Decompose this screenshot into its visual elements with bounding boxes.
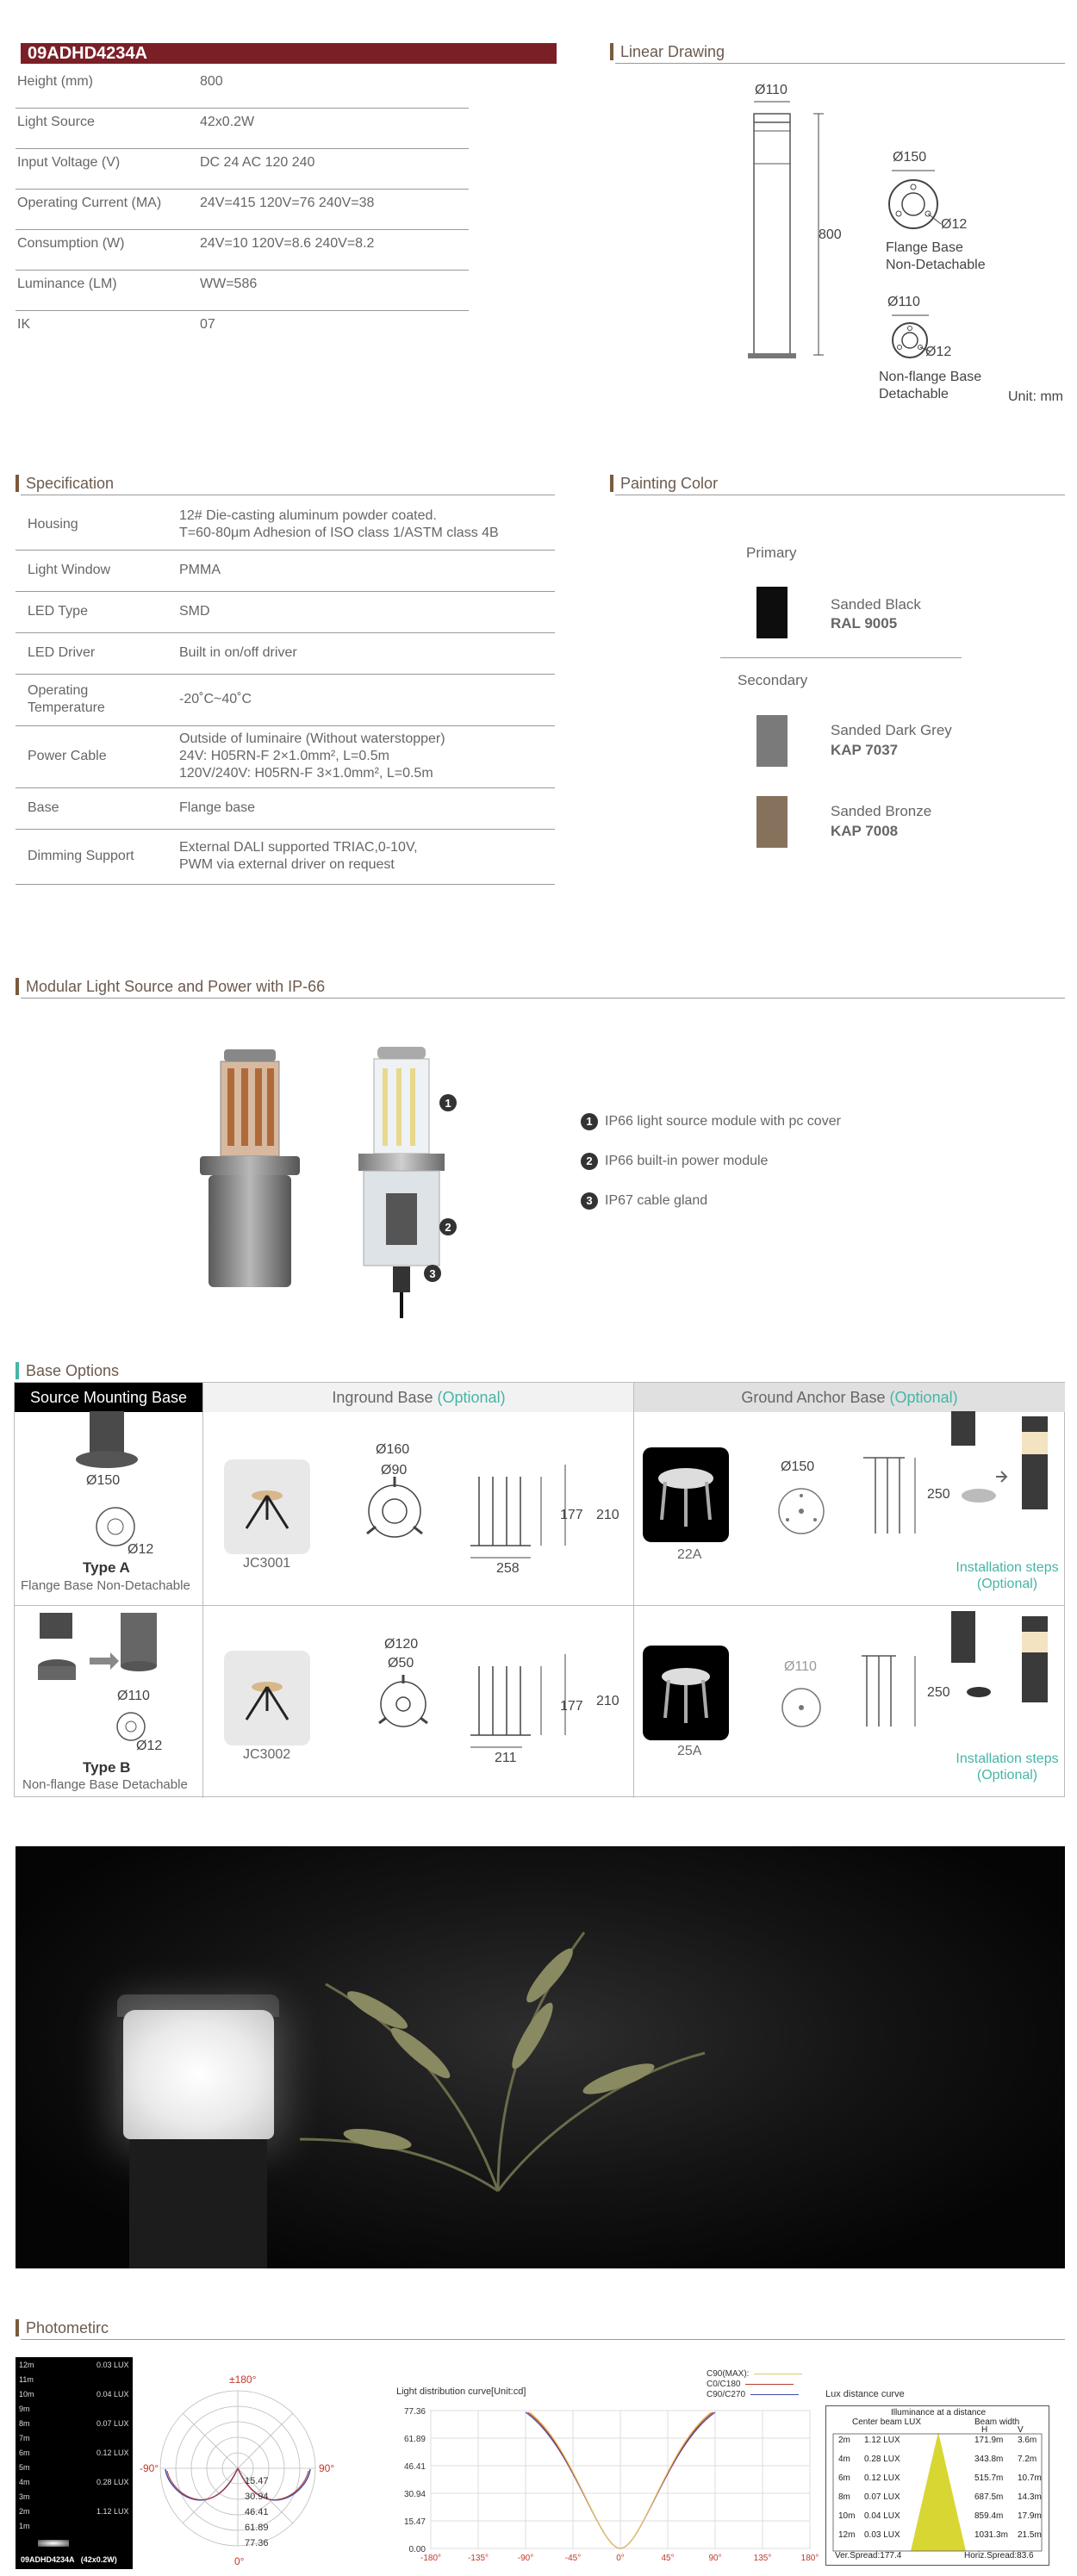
spec-key: Housing (28, 517, 78, 532)
x-tick-label: -45° (564, 2554, 582, 2563)
spec-key: Operating Temperature (28, 683, 105, 715)
inground-code: JC3002 (243, 1747, 291, 1762)
modular-item-2: 2 IP66 built-in power module (581, 1153, 768, 1170)
col-h: H (981, 2425, 988, 2435)
divider (21, 998, 1065, 999)
anchor-code: 22A (677, 1547, 702, 1562)
anchor-height: 250 (927, 1487, 950, 1502)
type-b-name: Type B (83, 1759, 131, 1776)
hor-spread: Horiz.Spread:83.6 (964, 2551, 1034, 2560)
modular-item-1: 1 IP66 light source module with pc cover (581, 1113, 841, 1130)
col-inground: Inground Base (Optional) (202, 1383, 634, 1412)
svg-text:3: 3 (429, 1267, 436, 1280)
spec-key: Power Cable (28, 749, 107, 763)
base-options-title: Base Options (16, 1362, 119, 1379)
type-b-desc: Non-flange Base Detachable (22, 1777, 188, 1792)
inground-code: JC3001 (243, 1556, 291, 1571)
linear-drawing-title: Linear Drawing (610, 43, 725, 60)
polar-value: 77.36 (245, 2538, 269, 2548)
spec-value: 800 (200, 74, 223, 89)
specification-row (16, 787, 555, 830)
lux-distance-table (825, 2405, 1049, 2566)
spec-row (16, 229, 469, 271)
lux-cell: 12m (838, 2530, 856, 2540)
col-ground-anchor: Ground Anchor Base (Optional) (633, 1383, 1065, 1412)
type-a-hole: Ø12 (128, 1542, 154, 1557)
ruler-distance: 8m (19, 2419, 30, 2428)
specification-row (16, 550, 555, 592)
lux-cell: 10m (838, 2511, 856, 2521)
type-a-base-icon (96, 1508, 134, 1546)
color-swatch-black (756, 587, 788, 638)
lux-cell: 1.12 LUX (864, 2436, 900, 2445)
modular-title: Modular Light Source and Power with IP-66 (16, 978, 325, 995)
cable-gland (393, 1266, 410, 1292)
lux-cell: 171.9m (974, 2436, 1004, 2445)
ruler-lux: 0.03 LUX (96, 2361, 129, 2369)
cover-cap (377, 1047, 426, 1059)
lux-cell: 343.8m (974, 2455, 1004, 2464)
color-code: RAL 9005 (831, 615, 898, 632)
polar-left-label: -90° (140, 2462, 159, 2474)
lux-cell: 21.5m (1018, 2530, 1042, 2540)
ruler-distance: 7m (19, 2434, 30, 2442)
installation-steps: Installation steps (Optional) (956, 1752, 1059, 1783)
anchor-diameter: Ø150 (781, 1459, 815, 1474)
specification-row (16, 632, 555, 675)
inground-h2: 210 (596, 1694, 619, 1708)
spec-value: 24V=10 120V=8.6 240V=8.2 (200, 236, 375, 251)
spec-key: LED Type (28, 604, 88, 619)
lux-cell: 10.7m (1018, 2473, 1042, 2483)
painting-title: Painting Color (610, 475, 718, 492)
primary-label: Primary (746, 544, 797, 561)
lux-cell: 2m (838, 2436, 850, 2445)
curve-legend-item: C90/C270 (707, 2390, 799, 2399)
spec-row (16, 270, 469, 311)
spec-row (16, 67, 469, 109)
inground-d1: Ø160 (376, 1442, 410, 1457)
jc3002-side-view (470, 1666, 531, 1735)
inground-d2: Ø50 (388, 1656, 414, 1671)
ver-spread: Ver.Spread:177.4 (835, 2551, 902, 2560)
y-tick-label: 61.89 (403, 2435, 426, 2444)
lux-cell: 0.03 LUX (864, 2530, 900, 2540)
nonflange-label: Non-flange Base Detachable (879, 370, 982, 401)
inground-width: 211 (495, 1751, 517, 1765)
lux-curve-label: Lux distance curve (825, 2389, 905, 2399)
flange-base-icon (889, 180, 937, 228)
light-distribution-chart (396, 2400, 819, 2573)
divider (615, 63, 1065, 64)
x-tick-label: 180° (800, 2554, 819, 2563)
spec-value: 42x0.2W (200, 115, 255, 129)
spec-key: Input Voltage (V) (17, 155, 121, 170)
lux-cell: 3.6m (1018, 2436, 1037, 2445)
polar-bottom-label: 0° (234, 2555, 245, 2567)
spec-key: Light Window (28, 563, 111, 577)
lux-cell: 4m (838, 2455, 850, 2464)
dim-nonflange-diameter: Ø110 (887, 295, 920, 309)
lux-cell: 8m (838, 2492, 850, 2502)
arrow-icon (90, 1652, 119, 1670)
dim-flange-diameter: Ø150 (893, 150, 927, 165)
ruler-lux: 0.12 LUX (96, 2448, 129, 2457)
type-b-hole: Ø12 (136, 1739, 163, 1753)
spec-key: Light Source (17, 115, 95, 129)
color-name: Sanded Black (831, 596, 921, 613)
polar-value: 30.94 (245, 2492, 269, 2502)
unit-label: Unit: mm (1008, 389, 1063, 404)
product-code: 09ADHD4234A (16, 43, 557, 64)
spec-value: External DALI supported TRIAC,0-10V, PWM via external driver on request (179, 840, 418, 872)
x-tick-label: -180° (420, 2554, 442, 2563)
spec-value: Built in on/off driver (179, 645, 297, 660)
lux-cell: 0.07 LUX (864, 2492, 900, 2502)
nonflange-base-icon (893, 323, 927, 358)
specification-row (16, 725, 555, 788)
lux-cell: 0.28 LUX (864, 2455, 900, 2464)
ruler-distance: 12m (19, 2361, 34, 2369)
lux-cell: 859.4m (974, 2511, 1004, 2521)
ruler-distance: 9m (19, 2405, 30, 2413)
ruler-distance: 5m (19, 2463, 30, 2472)
color-swatch-bronze (756, 796, 788, 848)
type-a-desc: Flange Base Non-Detachable (21, 1578, 190, 1593)
pole-outline (754, 114, 790, 355)
type-a-diameter: Ø150 (86, 1473, 121, 1488)
color-name: Sanded Dark Grey (831, 722, 952, 738)
x-tick-label: 90° (708, 2554, 722, 2563)
ruler-distance: 2m (19, 2507, 30, 2516)
color-code: KAP 7037 (831, 742, 899, 758)
spec-value: WW=586 (200, 277, 258, 291)
divider (720, 657, 962, 658)
spec-value: 07 (200, 317, 215, 332)
y-tick-label: 46.41 (403, 2462, 426, 2472)
spec-value: 12# Die-casting aluminum powder coated. T=60-80μm Adhesion of ISO class 1/ASTM class 4B (179, 508, 499, 540)
flange-label: Flange Base Non-Detachable (886, 240, 986, 272)
polar-right-label: 90° (319, 2462, 335, 2474)
spec-key: Dimming Support (28, 849, 134, 863)
lamp-light (123, 2010, 274, 2139)
curve-label: Light distribution curve[Unit:cd] (396, 2386, 526, 2397)
col-v: V (1018, 2425, 1024, 2435)
secondary-label: Secondary (738, 672, 808, 688)
lux-table-title: Illuminance at a distance (890, 2408, 987, 2417)
lux-cell: 0.12 LUX (864, 2473, 900, 2483)
inground-h1: 177 (560, 1508, 583, 1522)
modular-item-3: 3 IP67 cable gland (581, 1192, 707, 1210)
polar-top-label: ±180° (229, 2374, 257, 2386)
x-tick-label: -90° (517, 2554, 534, 2563)
lux-ruler (16, 2357, 133, 2569)
photometric-title: Photometirc (16, 2319, 109, 2336)
module-cap (224, 1049, 276, 1061)
spec-row (16, 148, 469, 190)
ruler-lux: 0.04 LUX (96, 2390, 129, 2399)
ruler-distance: 6m (19, 2448, 30, 2457)
ruler-lux: 0.07 LUX (96, 2419, 129, 2428)
spec-value: 24V=415 120V=76 240V=38 (200, 196, 375, 210)
anchor-height: 250 (927, 1685, 950, 1700)
dim-top-diameter: Ø110 (755, 83, 788, 97)
ruler-distance: 4m (19, 2478, 30, 2486)
lux-cell: 14.3m (1018, 2492, 1042, 2502)
spec-row (16, 108, 469, 149)
y-tick-label: 0.00 (408, 2545, 426, 2554)
jc3001-side-view (470, 1477, 531, 1546)
night-scene-photo (16, 1846, 1065, 2268)
y-tick-label: 77.36 (403, 2407, 426, 2417)
inground-d2: Ø90 (381, 1463, 408, 1478)
curve-legend-item: C0/C180 (707, 2380, 794, 2389)
x-tick-label: -135° (467, 2554, 489, 2563)
spec-value: SMD (179, 604, 210, 619)
modular-illustration (190, 1042, 500, 1318)
lux-cell: 17.9m (1018, 2511, 1042, 2521)
inground-h2: 210 (596, 1508, 619, 1522)
type-b-base-icon (117, 1713, 145, 1740)
dim-nonflange-hole: Ø12 (925, 345, 952, 359)
divider (21, 2339, 1065, 2340)
lux-cell: 687.5m (974, 2492, 1004, 2502)
spec-row (16, 189, 469, 230)
lux-cell: 0.04 LUX (864, 2511, 900, 2521)
color-name: Sanded Bronze (831, 803, 932, 819)
specification-row (16, 500, 555, 551)
y-tick-label: 30.94 (403, 2490, 426, 2499)
fern-plant (274, 1881, 722, 2243)
spec-key: Height (mm) (17, 74, 94, 89)
x-tick-label: 45° (661, 2554, 675, 2563)
type-a-name: Type A (83, 1559, 130, 1576)
inground-d1: Ø120 (384, 1637, 419, 1652)
pole-base (748, 353, 796, 358)
col-center-beam: Center beam LUX (852, 2417, 922, 2427)
specification-row (16, 674, 555, 726)
ruler-distance: 10m (19, 2390, 34, 2399)
polar-value: 46.41 (245, 2507, 269, 2517)
ruler-distance: 1m (19, 2522, 30, 2530)
spec-value: PMMA (179, 563, 221, 577)
spec-key: Operating Current (MA) (17, 196, 162, 210)
ruler-distance: 11m (19, 2375, 34, 2384)
col-beam-width: Beam width (974, 2417, 1020, 2427)
svg-text:1: 1 (445, 1097, 451, 1110)
x-tick-label: 0° (616, 2554, 625, 2563)
spec-key: Consumption (W) (17, 236, 125, 251)
specification-row (16, 591, 555, 633)
lux-cell: 7.2m (1018, 2455, 1037, 2464)
color-code: KAP 7008 (831, 823, 899, 839)
spec-value: DC 24 AC 120 240 (200, 155, 315, 170)
x-tick-label: 135° (753, 2554, 772, 2563)
ruler-distance: 3m (19, 2492, 30, 2501)
jc3001-top-view (369, 1485, 420, 1537)
base-cylinder (209, 1175, 291, 1287)
color-swatch-dark-grey (756, 715, 788, 767)
dim-height: 800 (819, 227, 842, 242)
spec-key: Luminance (LM) (17, 277, 117, 291)
polar-value: 61.89 (245, 2523, 269, 2533)
inground-width: 258 (496, 1561, 520, 1576)
beam-cone (911, 2432, 966, 2551)
spec-key: LED Driver (28, 645, 96, 660)
power-housing-top (358, 1154, 445, 1171)
ruler-lux: 0.28 LUX (96, 2478, 129, 2486)
spec-value: Flange base (179, 800, 256, 815)
spec-key: Base (28, 800, 59, 815)
anchor-diameter: Ø110 (784, 1659, 817, 1674)
inground-h1: 177 (560, 1699, 583, 1714)
svg-text:2: 2 (445, 1221, 451, 1234)
type-b-diameter: Ø110 (117, 1689, 150, 1703)
curve-legend-item: C90(MAX): (707, 2369, 802, 2379)
specification-title: Specification (16, 475, 114, 492)
spec-row (16, 310, 469, 351)
polar-value: 15.47 (245, 2476, 269, 2486)
lux-cell: 515.7m (974, 2473, 1004, 2483)
ruler-lux: 1.12 LUX (96, 2507, 129, 2516)
specification-row (16, 829, 555, 885)
spec-value: Outside of luminaire (Without waterstopper) 24V: H05RN-F 2×1.0mm², L=0.5m 120V/240V: H05RN-F 3×1.0mm², L=0.5m (179, 731, 445, 781)
dim-flange-hole: Ø12 (941, 217, 968, 232)
ruler-caption: 09ADHD4234A (42x0.2W) (21, 2555, 117, 2564)
spec-key: IK (17, 317, 31, 332)
lux-cell: 6m (838, 2473, 850, 2483)
y-tick-label: 15.47 (403, 2517, 426, 2527)
flange (200, 1156, 300, 1175)
anchor-code: 25A (677, 1744, 702, 1758)
spec-value: -20˚C~40˚C (179, 692, 252, 706)
lux-cell: 1031.3m (974, 2530, 1008, 2540)
installation-steps: Installation steps (Optional) (956, 1560, 1059, 1591)
col-source-mounting: Source Mounting Base (15, 1383, 202, 1412)
jc3002-top-view (381, 1682, 426, 1727)
